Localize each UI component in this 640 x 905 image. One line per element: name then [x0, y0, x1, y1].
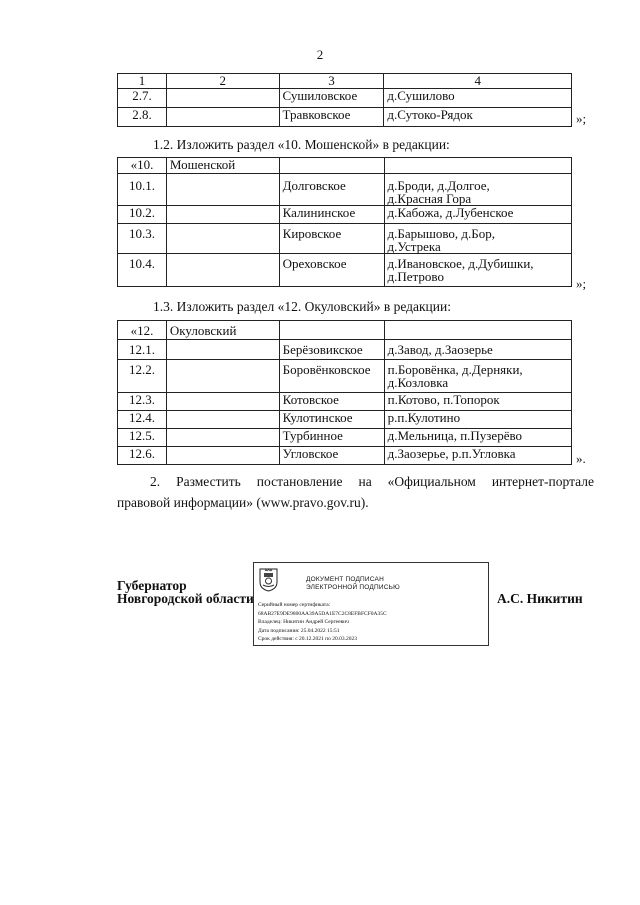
- table-section-2: [117, 73, 572, 127]
- table-close-mark: ».: [576, 451, 586, 466]
- empty-cell: [279, 158, 384, 174]
- row-number: 2.7.: [118, 89, 167, 108]
- signing-date: Дата подписания: 25.04.2022 15:51: [258, 627, 340, 634]
- localities-line: д.Петрово: [387, 269, 444, 284]
- row-number: 10.4.: [118, 254, 167, 287]
- coat-of-arms-icon: [259, 568, 278, 592]
- localities-line: д.Броди, д.Долгое,: [387, 178, 490, 193]
- validity-period: Срок действия: с 20.12.2021 по 20.03.2023: [258, 636, 357, 643]
- localities: д.Сутоко-Рядок: [384, 108, 572, 127]
- table-row: [118, 447, 572, 465]
- row-number: 10.3.: [118, 224, 167, 254]
- localities-line: д.Козловка: [387, 375, 449, 390]
- empty-cell: [166, 340, 279, 360]
- row-number: 2.8.: [118, 108, 167, 127]
- table-section-10: [117, 157, 572, 287]
- localities: д.Сушилово: [384, 89, 572, 108]
- table-head-row: [118, 158, 572, 174]
- empty-cell: [166, 254, 279, 287]
- table-row: [118, 429, 572, 447]
- section-number: «12.: [118, 321, 167, 340]
- settlement-name: Котовское: [279, 393, 384, 411]
- paragraph-2-line2: правовой информации» (www.pravo.gov.ru).: [117, 495, 369, 510]
- table-row: [118, 206, 572, 224]
- localities: д.Кабожа, д.Лубенское: [384, 206, 571, 224]
- settlement-name: Турбинное: [279, 429, 384, 447]
- empty-cell: [166, 411, 279, 429]
- district-name: Мошенской: [166, 158, 279, 174]
- settlement-name: Кировское: [279, 224, 384, 254]
- row-number: 12.5.: [118, 429, 167, 447]
- table-head-row: [118, 321, 572, 340]
- localities: [384, 174, 571, 206]
- page-number: 2: [316, 47, 324, 62]
- paragraph-1-2: 1.2. Изложить раздел «10. Мошенской» в редакции:: [153, 137, 450, 152]
- localities: [384, 360, 571, 393]
- owner-text: Владелец: Никитин Андрей Сергеевич: [258, 619, 349, 626]
- stamp-heading: [306, 576, 400, 592]
- settlement-name: Травковское: [279, 108, 384, 127]
- row-number: 12.6.: [118, 447, 167, 465]
- empty-cell: [166, 108, 279, 127]
- stamp-heading-line: ДОКУМЕНТ ПОДПИСАН: [306, 576, 384, 583]
- row-number: 12.3.: [118, 393, 167, 411]
- header-cell: 3: [279, 74, 384, 89]
- empty-cell: [384, 321, 571, 340]
- paragraph-2-line1: 2. Разместить постановление на «Официальном интернет-портале: [150, 474, 594, 489]
- localities: д.Завод, д.Заозерье: [384, 340, 571, 360]
- signatory-title-line: Губернатор: [117, 578, 187, 593]
- table-row: [118, 340, 572, 360]
- signatory-title: [117, 579, 254, 605]
- table-row: [118, 89, 572, 108]
- empty-cell: [279, 321, 384, 340]
- settlement-name: Кулотинское: [279, 411, 384, 429]
- table-section-12: [117, 320, 572, 465]
- localities: д.Заозерье, р.п.Угловка: [384, 447, 571, 465]
- digital-signature-stamp: [253, 562, 489, 646]
- signatory-name: А.С. Никитин: [497, 591, 583, 606]
- section-number: «10.: [118, 158, 167, 174]
- table-row: [118, 411, 572, 429]
- localities: д.Мельница, п.Пузерёво: [384, 429, 571, 447]
- table-header-row: [118, 74, 572, 89]
- row-number: 10.1.: [118, 174, 167, 206]
- localities: п.Котово, п.Топорок: [384, 393, 571, 411]
- localities-line: д.Красная Гора: [387, 191, 472, 206]
- empty-cell: [166, 224, 279, 254]
- stamp-certificate-info: [258, 601, 387, 644]
- localities-line: д.Барышово, д.Бор,: [387, 226, 496, 241]
- empty-cell: [166, 447, 279, 465]
- row-number: 10.2.: [118, 206, 167, 224]
- header-cell: 4: [384, 74, 572, 89]
- table-row: [118, 108, 572, 127]
- settlement-name: Сушиловское: [279, 89, 384, 108]
- table-row: [118, 360, 572, 393]
- empty-cell: [384, 158, 571, 174]
- district-name: Окуловский: [166, 321, 279, 340]
- table-close-mark: »;: [576, 276, 587, 291]
- serial-number: 68AB27E9DE9800AA39A5DA1E7C2C8EFBFCF0A35C: [258, 610, 387, 617]
- settlement-name: Ореховское: [279, 254, 384, 287]
- table-close-mark: »;: [576, 111, 587, 126]
- empty-cell: [166, 393, 279, 411]
- row-number: 12.4.: [118, 411, 167, 429]
- localities: [384, 224, 571, 254]
- header-cell: 1: [118, 74, 167, 89]
- settlement-name: Угловское: [279, 447, 384, 465]
- table-row: [118, 174, 572, 206]
- table-row: [118, 393, 572, 411]
- localities-line: д.Устрека: [387, 239, 441, 254]
- localities-line: п.Боровёнка, д.Дерняки,: [387, 362, 523, 377]
- settlement-name: Боровёнковское: [279, 360, 384, 393]
- stamp-heading-line: ЭЛЕКТРОННОЙ ПОДПИСЬЮ: [306, 584, 400, 591]
- localities: р.п.Кулотино: [384, 411, 571, 429]
- row-number: 12.2.: [118, 360, 167, 393]
- table-row: [118, 254, 572, 287]
- empty-cell: [166, 174, 279, 206]
- header-cell: 2: [166, 74, 279, 89]
- empty-cell: [166, 89, 279, 108]
- empty-cell: [166, 206, 279, 224]
- row-number: 12.1.: [118, 340, 167, 360]
- localities-line: д.Ивановское, д.Дубишки,: [387, 256, 534, 271]
- empty-cell: [166, 360, 279, 393]
- signatory-title-line: Новгородской области: [117, 591, 254, 606]
- localities: [384, 254, 571, 287]
- settlement-name: Долговское: [279, 174, 384, 206]
- settlement-name: Калининское: [279, 206, 384, 224]
- paragraph-1-3: 1.3. Изложить раздел «12. Окуловский» в редакции:: [153, 299, 451, 314]
- empty-cell: [166, 429, 279, 447]
- table-row: [118, 224, 572, 254]
- serial-label: Серийный номер сертификата:: [258, 602, 331, 608]
- settlement-name: Берёзовикское: [279, 340, 384, 360]
